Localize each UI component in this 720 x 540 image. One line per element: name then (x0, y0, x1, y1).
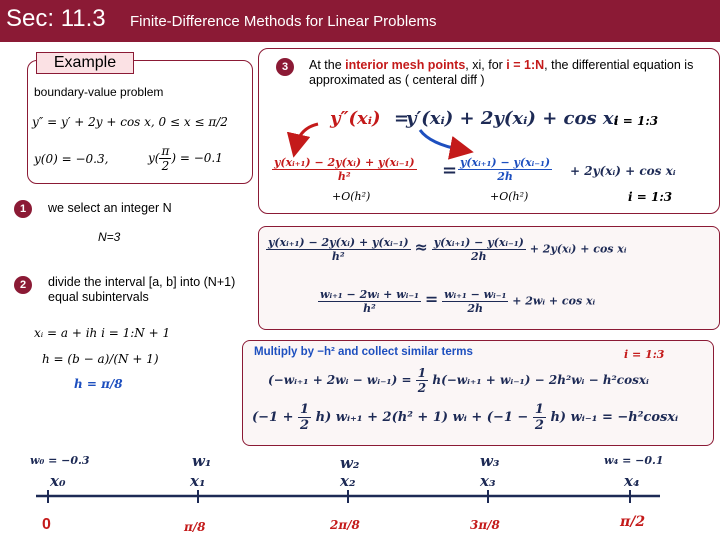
eq2-range: i = 1:3 (628, 190, 673, 204)
x-label-3: x₃ (480, 472, 496, 490)
first-diff-den: 2h (497, 170, 513, 183)
eq-main-range: i = 1:3 (614, 114, 659, 128)
x-label-1: x₁ (190, 472, 206, 490)
x-label-0: x₀ (50, 472, 66, 490)
approx-num1: y(xᵢ₊₁) − 2y(xᵢ) + y(xᵢ₋₁) (268, 236, 409, 249)
step-1-text: we select an integer N (48, 201, 172, 215)
step-1-badge: 1 (14, 200, 32, 218)
h-equation: h = (b − a)/(N + 1) (42, 352, 159, 366)
tick-label-3: 3π/8 (470, 518, 500, 532)
eq-main-eq: = (394, 108, 410, 129)
xi-equation: xᵢ = a + ih i = 1:N + 1 (34, 326, 171, 340)
m2-den1: 2 (300, 418, 310, 433)
step-3-range: i = 1:N (506, 58, 545, 72)
w-equals: = (424, 289, 439, 309)
bc-right-num: π (161, 144, 170, 158)
w-label-3: w₃ (480, 452, 500, 470)
example-badge: Example (36, 52, 134, 74)
w-label-4: w₄ = −0.1 (604, 454, 664, 467)
w-label-0: w₀ = −0.3 (30, 454, 90, 467)
m2-num1: 1 (300, 402, 310, 417)
step-3-badge: 3 (276, 58, 294, 76)
m1-num: 1 (417, 366, 427, 380)
w-num1: wᵢ₊₁ − 2wᵢ + wᵢ₋₁ (320, 288, 419, 301)
example-ode: y″ = y′ + 2y + cos x, 0 ≤ x ≤ π/2 (32, 115, 228, 129)
slide-title: Finite-Difference Methods for Linear Problems (130, 13, 437, 30)
multiply-title: Multiply by −h² and collect similar terms (254, 346, 473, 358)
first-diff-error: +O(h²) (490, 190, 529, 203)
w-den1: h² (363, 302, 376, 315)
tick-label-2: 2π/8 (330, 518, 360, 532)
h-value: h = π/8 (74, 377, 123, 391)
example-intro: boundary-value problem (34, 85, 164, 99)
section-number: Sec: 11.3 (6, 5, 106, 32)
m1-a: (−wᵢ₊₁ + 2wᵢ − wᵢ₋₁) = (268, 373, 412, 387)
x-label-4: x₄ (624, 472, 640, 490)
m2-c: h) wᵢ₋₁ = −h²cosxᵢ (550, 410, 679, 425)
multiply-range: i = 1:3 (624, 348, 665, 361)
approx-den2: 2h (470, 250, 487, 263)
tick-label-0: 0 (42, 516, 51, 533)
m2-num2: 1 (534, 402, 544, 417)
w-den2: 2h (467, 302, 484, 315)
step-3-pre: At the (309, 58, 346, 72)
w-num2: wᵢ₊₁ − wᵢ₋₁ (444, 288, 507, 301)
bc-right-rhs: ) = −0.1 (171, 151, 223, 165)
eq2-equals: = (442, 160, 458, 181)
w-label-1: w₁ (192, 452, 212, 470)
bc-right-lhs: y( (148, 151, 160, 165)
x-label-2: x₂ (340, 472, 356, 490)
n-value: N=3 (98, 230, 121, 244)
m2-b: h) wᵢ₊₁ + 2(h² + 1) wᵢ + (−1 − (315, 410, 529, 425)
bc-right-den: 2 (161, 159, 170, 173)
second-diff-den: h² (337, 170, 351, 183)
m2-den2: 2 (534, 418, 544, 433)
step-3-highlight: interior mesh points (345, 58, 466, 72)
tick-label-4: π/2 (620, 514, 646, 530)
second-diff-num: y(xᵢ₊₁) − 2y(xᵢ) + y(xᵢ₋₁) (274, 156, 415, 169)
first-diff-num: y(xᵢ₊₁) − y(xᵢ₋₁) (460, 156, 551, 169)
step-2-text: divide the interval [a, b] into (N+1) equal subintervals (48, 275, 236, 304)
w-label-2: w₂ (340, 454, 360, 472)
m2-a: (−1 + (252, 410, 294, 425)
approx-den1: h² (331, 250, 345, 263)
eq2-tail: + 2y(xᵢ) + cos xᵢ (570, 164, 676, 178)
m1-b: h(−wᵢ₊₁ + wᵢ₋₁) − 2h²wᵢ − h²cosxᵢ (432, 373, 649, 387)
step-2-badge: 2 (14, 276, 32, 294)
m1-den: 2 (417, 381, 427, 395)
approx-num2: y(xᵢ₊₁) − y(xᵢ₋₁) (433, 236, 524, 249)
approx-symbol: ≈ (414, 237, 428, 257)
approx-tail: + 2y(xᵢ) + cos xᵢ (529, 242, 627, 256)
eq-main-lhs: y″(xᵢ) (330, 108, 381, 129)
second-diff-error: +O(h²) (332, 190, 371, 203)
tick-label-1: π/8 (184, 520, 206, 534)
eq-main-rhs: y′(xᵢ) + 2y(xᵢ) + cos xᵢ (406, 108, 618, 129)
w-tail: + 2wᵢ + cos xᵢ (512, 294, 596, 308)
boundary-left: y(0) = −0.3, (34, 152, 109, 166)
step-3-post: , the differential equation is approximated as ( centeral diff ) (309, 58, 694, 87)
step-3-mid: , xi, for (465, 58, 507, 72)
